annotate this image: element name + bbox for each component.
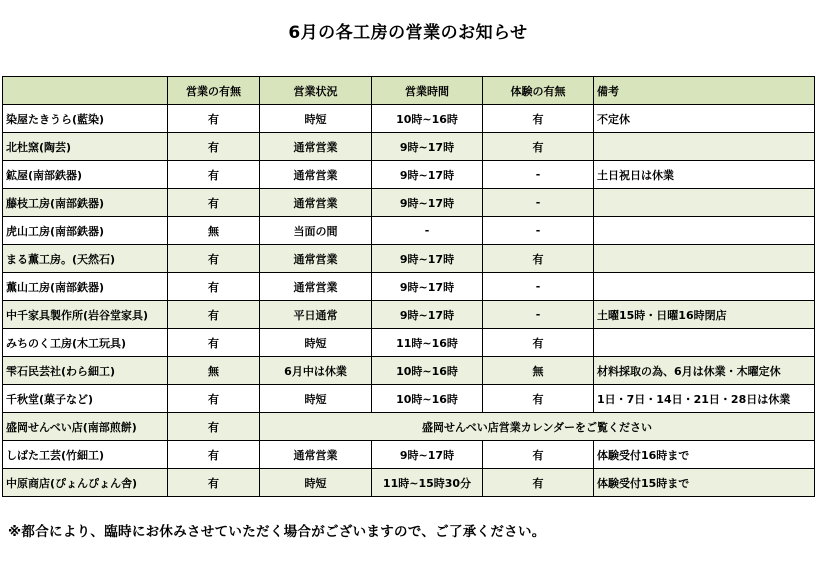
open-flag: 有: [168, 469, 260, 497]
experience-flag: 有: [483, 105, 594, 133]
open-flag: 有: [168, 301, 260, 329]
table-row: [3, 329, 815, 357]
workshop-name: まる薫工房。(天然石): [3, 245, 168, 273]
status: 通常営業: [260, 273, 372, 301]
workshop-name: 染屋たきうら(藍染): [3, 105, 168, 133]
table-row: [3, 161, 815, 189]
header-status: 営業状況: [260, 77, 372, 105]
table-row: [3, 301, 815, 329]
hours: 9時~17時: [372, 161, 483, 189]
table-row: [3, 189, 815, 217]
status: 時短: [260, 469, 372, 497]
experience-flag: -: [483, 189, 594, 217]
workshop-name: 雫石民芸社(わら細工): [3, 357, 168, 385]
note: 土日祝日は休業: [594, 161, 815, 189]
experience-flag: 有: [483, 385, 594, 413]
page-title: 6月の各工房の営業のお知らせ: [288, 23, 528, 43]
table-header-row: [3, 77, 815, 105]
table-row: [3, 469, 815, 497]
table-row: [3, 273, 815, 301]
header-hours: 営業時間: [372, 77, 483, 105]
experience-flag: 有: [483, 133, 594, 161]
table-row: [3, 217, 815, 245]
open-flag: 有: [168, 329, 260, 357]
footnote: ※都合により、臨時にお休みさせていただく場合がございますので、ご了承ください。: [8, 524, 546, 540]
table-row: [3, 357, 815, 385]
open-flag: 有: [168, 413, 260, 441]
open-flag: 有: [168, 133, 260, 161]
experience-flag: -: [483, 273, 594, 301]
workshop-name: 鉱屋(南部鉄器): [3, 161, 168, 189]
hours: 9時~17時: [372, 245, 483, 273]
status: 6月中は休業: [260, 357, 372, 385]
workshop-name: しばた工芸(竹細工): [3, 441, 168, 469]
hours: 9時~17時: [372, 273, 483, 301]
hours: 9時~17時: [372, 441, 483, 469]
status: 通常営業: [260, 189, 372, 217]
open-flag: 有: [168, 105, 260, 133]
merged-calendar-note: 盛岡せんべい店営業カレンダーをご覧ください: [260, 413, 815, 441]
open-flag: 有: [168, 161, 260, 189]
note: 不定休: [594, 105, 815, 133]
workshop-name: 薫山工房(南部鉄器): [3, 273, 168, 301]
note: [594, 245, 815, 273]
workshop-name: 北杜窯(陶芸): [3, 133, 168, 161]
experience-flag: -: [483, 217, 594, 245]
hours: 10時~16時: [372, 385, 483, 413]
note: 1日・7日・14日・21日・28日は休業: [594, 385, 815, 413]
status: 当面の間: [260, 217, 372, 245]
status: 通常営業: [260, 161, 372, 189]
status: 時短: [260, 385, 372, 413]
open-flag: 有: [168, 245, 260, 273]
experience-flag: 有: [483, 329, 594, 357]
table-row: [3, 385, 815, 413]
workshop-name: 藤枝工房(南部鉄器): [3, 189, 168, 217]
workshop-name: 中原商店(ぴょんぴょん舎): [3, 469, 168, 497]
workshop-name: 中千家具製作所(岩谷堂家具): [3, 301, 168, 329]
experience-flag: -: [483, 161, 594, 189]
experience-flag: -: [483, 301, 594, 329]
note: [594, 133, 815, 161]
header-experience: 体験の有無: [483, 77, 594, 105]
status: 通常営業: [260, 133, 372, 161]
table-row: [3, 105, 815, 133]
hours: 11時~16時: [372, 329, 483, 357]
note: 材料採取の為、6月は休業・木曜定休: [594, 357, 815, 385]
hours: -: [372, 217, 483, 245]
header-note: 備考: [594, 77, 815, 105]
note: [594, 329, 815, 357]
workshop-name: 盛岡せんべい店(南部煎餅): [3, 413, 168, 441]
open-flag: 有: [168, 273, 260, 301]
hours: 9時~17時: [372, 301, 483, 329]
hours: 11時~15時30分: [372, 469, 483, 497]
note: 体験受付16時まで: [594, 441, 815, 469]
note: 体験受付15時まで: [594, 469, 815, 497]
experience-flag: 無: [483, 357, 594, 385]
note: 土曜15時・日曜16時閉店: [594, 301, 815, 329]
status: 通常営業: [260, 245, 372, 273]
workshop-name: 千秋堂(菓子など): [3, 385, 168, 413]
open-flag: 無: [168, 357, 260, 385]
status: 時短: [260, 105, 372, 133]
status: 通常営業: [260, 441, 372, 469]
open-flag: 有: [168, 189, 260, 217]
status: 平日通常: [260, 301, 372, 329]
table-row: [3, 245, 815, 273]
table-row: [3, 441, 815, 469]
status: 時短: [260, 329, 372, 357]
table-row: [3, 413, 815, 441]
header-name: [3, 77, 168, 105]
open-flag: 無: [168, 217, 260, 245]
hours: 9時~17時: [372, 133, 483, 161]
header-open: 営業の有無: [168, 77, 260, 105]
hours: 10時~16時: [372, 105, 483, 133]
note: [594, 217, 815, 245]
table-row: [3, 133, 815, 161]
open-flag: 有: [168, 385, 260, 413]
workshop-name: みちのく工房(木工玩具): [3, 329, 168, 357]
experience-flag: 有: [483, 469, 594, 497]
hours: 9時~17時: [372, 189, 483, 217]
workshop-schedule-table: [2, 76, 815, 497]
hours: 10時~16時: [372, 357, 483, 385]
experience-flag: 有: [483, 441, 594, 469]
note: [594, 273, 815, 301]
open-flag: 有: [168, 441, 260, 469]
note: [594, 189, 815, 217]
experience-flag: 有: [483, 245, 594, 273]
workshop-name: 虎山工房(南部鉄器): [3, 217, 168, 245]
